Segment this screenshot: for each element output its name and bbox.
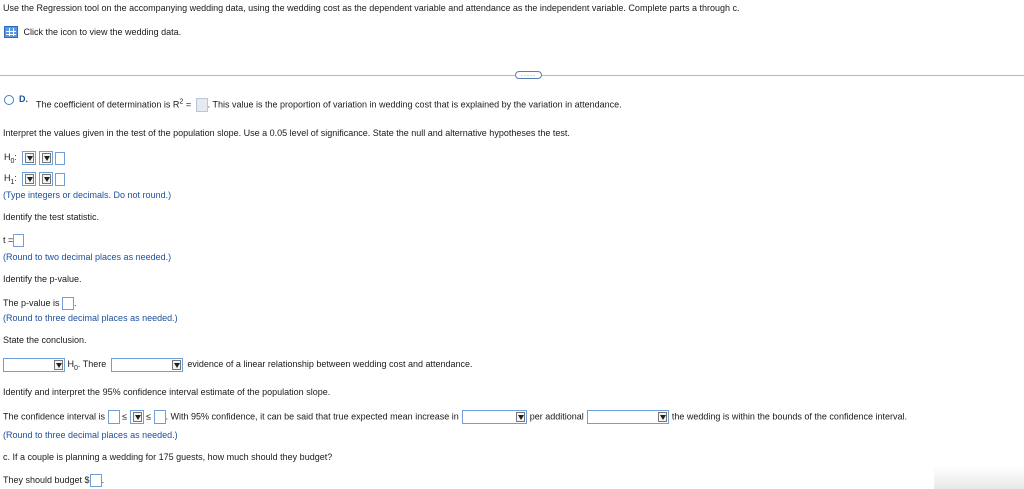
- bottom-right-shadow: [934, 467, 1024, 489]
- hypotheses-prompt: Interpret the values given in the test of the population slope. Use a 0.05 level of significance. State the null and alternative hypotheses the test.: [3, 128, 570, 138]
- confidence-row: [3, 410, 907, 424]
- reject-dropdown[interactable]: [3, 358, 65, 372]
- h0-param-dropdown[interactable]: [22, 151, 36, 165]
- confidence-label: The confidence interval is: [3, 411, 106, 422]
- r2-exponent: 2: [179, 98, 184, 106]
- option-d-text: [36, 98, 622, 112]
- p-value-row: [3, 297, 77, 310]
- data-table-icon[interactable]: [4, 26, 18, 38]
- r2-label: The coefficient of determination is R: [36, 99, 180, 110]
- evidence-dropdown[interactable]: [111, 358, 183, 372]
- confidence-hint: (Round to three decimal places as needed.): [3, 430, 178, 440]
- chevron-down-icon: [172, 360, 181, 370]
- h1-row: [4, 172, 65, 186]
- chevron-down-icon: [54, 360, 63, 370]
- ci-per-additional: per additional: [529, 411, 584, 422]
- t-label: t =: [3, 234, 14, 245]
- option-d-letter: D.: [19, 94, 28, 104]
- more-button[interactable]: .....: [515, 71, 542, 79]
- chevron-down-icon: [133, 412, 142, 422]
- conclusion-row: [3, 358, 473, 372]
- h1-value-input[interactable]: [55, 173, 65, 186]
- ci-unit-dropdown[interactable]: [587, 410, 669, 424]
- p-value-label: The p-value is: [3, 297, 60, 308]
- h0-value-input[interactable]: [55, 152, 65, 165]
- confidence-prompt: Identify and interpret the 95% confidence interval estimate of the population slope.: [3, 387, 331, 397]
- chevron-down-icon: [42, 153, 51, 163]
- part-c-prompt: c. If a couple is planning a wedding for 175 guests, how much should they budget?: [3, 452, 333, 462]
- chevron-down-icon: [42, 174, 51, 184]
- data-link[interactable]: [4, 26, 181, 38]
- test-statistic-hint: (Round to two decimal places as needed.): [3, 252, 172, 262]
- ci-lower-input[interactable]: [108, 410, 120, 424]
- chevron-down-icon: [658, 412, 667, 422]
- p-value-input[interactable]: [62, 297, 74, 310]
- t-input[interactable]: [13, 234, 24, 247]
- chevron-down-icon: [25, 174, 34, 184]
- data-link-label[interactable]: Click the icon to view the wedding data.: [23, 27, 182, 37]
- budget-label: They should budget $: [3, 474, 90, 485]
- budget-input[interactable]: [90, 474, 102, 487]
- h0-operator-dropdown[interactable]: [39, 151, 53, 165]
- chevron-down-icon: [25, 153, 34, 163]
- h1-operator-dropdown[interactable]: [39, 172, 53, 186]
- h1-param-dropdown[interactable]: [22, 172, 36, 186]
- r2-equals: =: [183, 99, 192, 110]
- ci-le-2: ≤: [146, 411, 152, 422]
- budget-period: .: [101, 474, 105, 485]
- option-d-radio[interactable]: [4, 95, 14, 105]
- r2-explanation: . This value is the proportion of variation in wedding cost that is explained by the variation in attendance.: [207, 99, 622, 110]
- budget-row: [3, 474, 104, 487]
- p-value-prompt: Identify the p-value.: [3, 274, 82, 284]
- ci-tail: the wedding is within the bounds of the confidence interval.: [671, 411, 907, 422]
- ci-le-1: ≤: [122, 411, 128, 422]
- conclusion-prompt: State the conclusion.: [3, 335, 87, 345]
- hypotheses-hint: (Type integers or decimals. Do not round.): [3, 190, 172, 200]
- ci-upper-input[interactable]: [154, 410, 166, 424]
- chevron-down-icon: [516, 412, 525, 422]
- conclusion-h0: $H_0$. There: [67, 359, 107, 373]
- ci-mid-text: . With 95% confidence, it can be said that true expected mean increase in: [165, 411, 459, 422]
- t-row: [3, 234, 24, 247]
- ci-variable-dropdown[interactable]: [462, 410, 527, 424]
- instruction-text: Use the Regression tool on the accompanying wedding data, using the wedding cost as the dependent variable and attendance as the independent variable. Complete parts a through c.: [3, 3, 740, 13]
- p-value-period: .: [74, 297, 77, 308]
- h1-label: $H_1$:: [4, 173, 17, 187]
- section-divider: [0, 75, 1024, 76]
- test-statistic-prompt: Identify the test statistic.: [3, 212, 100, 222]
- conclusion-tail: evidence of a linear relationship between wedding cost and attendance.: [187, 359, 473, 370]
- r2-input[interactable]: [196, 98, 208, 112]
- ci-param-dropdown[interactable]: [130, 410, 144, 424]
- h0-label: $H_0$:: [4, 152, 17, 166]
- h0-row: [4, 151, 65, 165]
- p-value-hint: (Round to three decimal places as needed.): [3, 313, 178, 323]
